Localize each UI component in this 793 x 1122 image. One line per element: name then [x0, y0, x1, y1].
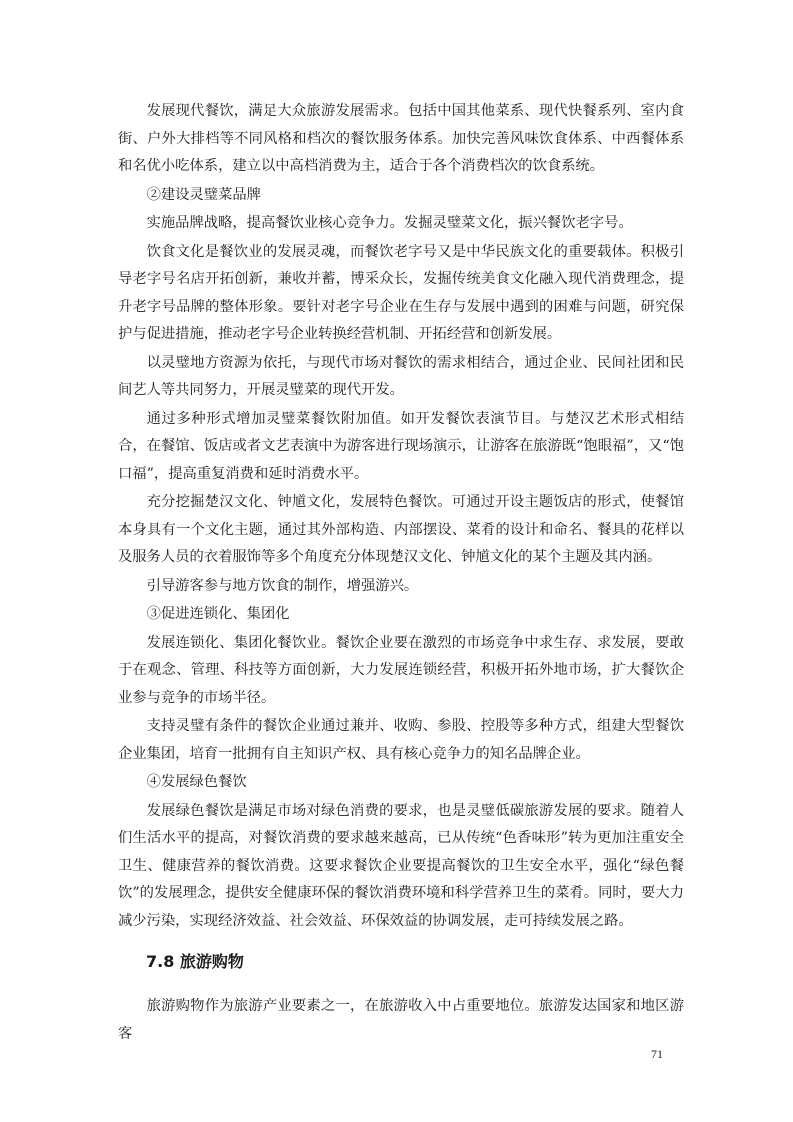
subheading: ③促进连锁化、集团化 — [146, 606, 290, 622]
paragraph: 发展现代餐饮，满足大众旅游发展需求。包括中国其他菜系、现代快餐系列、室内食街、户外大排档等不同风格和档次的餐饮服务体系。加快完善风味饮食体系、中西餐体系和名优小吃体系，建立以中高档消费为主，适合于各个消费档次的饮食系统。 — [118, 103, 684, 174]
paragraph: 饮食文化是餐饮业的发展灵魂，而餐饮老字号又是中华民族文化的重要载体。积极引导老字号名店开拓创新，兼收并蓄，博采众长，发掘传统美食文化融入现代消费理念，提升老字号品牌的整体形象。要针对老字号企业在生存与发展中遇到的困难与问题，研究保护与促进措施，推动老字号企业转换经营机制、开拓经营和创新发展。 — [118, 243, 684, 342]
paragraph: 支持灵璧有条件的餐饮企业通过兼并、收购、参股、控股等多种方式，组建大型餐饮企业集团，培育一批拥有自主知识产权、具有核心竞争力的知名品牌企业。 — [118, 718, 684, 762]
paragraph: 发展连锁化、集团化餐饮业。餐饮企业要在激烈的市场竞争中求生存、求发展，要敢于在观念、管理、科技等方面创新，大力发展连锁经营，积极开拓外地市场，扩大餐饮企业参与竞争的市场半径。 — [118, 634, 684, 706]
section-heading: 7.8 旅游购物 — [146, 952, 244, 971]
paragraph: 旅游购物作为旅游产业要素之一，在旅游收入中占重要地位。旅游发达国家和地区游客 — [118, 998, 684, 1042]
paragraph: 充分挖掘楚汉文化、钟馗文化，发展特色餐饮。可通过开设主题饭店的形式，使餐馆本身具有一个文化主题，通过其外部构造、内部摆设、菜肴的设计和命名、餐具的花样以及服务人员的衣着服饰等多个角度充分体现楚汉文化、钟馗文化的某个主题及其内涵。 — [118, 494, 684, 565]
paragraph: 以灵璧地方资源为依托，与现代市场对餐饮的需求相结合，通过企业、民间社团和民间艺人等共同努力，开展灵璧菜的现代开发。 — [118, 354, 684, 398]
paragraph: 通过多种形式增加灵璧菜餐饮附加值。如开发餐饮表演节目。与楚汉艺术形式相结合，在餐馆、饭店或者文艺表演中为游客进行现场演示，让游客在旅游既“饱眼福”，又“饱口福”，提高重复消费和延时消费水平。 — [118, 410, 684, 482]
paragraph: 实施品牌战略，提高餐饮业核心竞争力。发掘灵璧菜文化，振兴餐饮老字号。 — [146, 215, 633, 231]
subheading: ④发展绿色餐饮 — [146, 774, 247, 790]
page-content — [118, 98, 684, 1049]
paragraph: 发展绿色餐饮是满足市场对绿色消费的要求，也是灵璧低碳旅游发展的要求。随着人们生活水平的提高，对餐饮消费的要求越来越高，已从传统“色香味形”转为更加注重安全卫生、健康营养的餐饮消费。这要求餐饮企业要提高餐饮的卫生安全水平，强化“绿色餐饮”的发展理念，提供安全健康环保的餐饮消费环境和科学营养卫生的菜肴。同时，要大力减少污染，实现经济效益、社会效益、环保效益的协调发展，走可持续发展之路。 — [118, 802, 684, 929]
page-number: 71 — [651, 1047, 663, 1061]
paragraph: 引导游客参与地方饮食的制作，增强游兴。 — [146, 577, 419, 594]
subheading: ②建设灵璧菜品牌 — [146, 186, 261, 203]
